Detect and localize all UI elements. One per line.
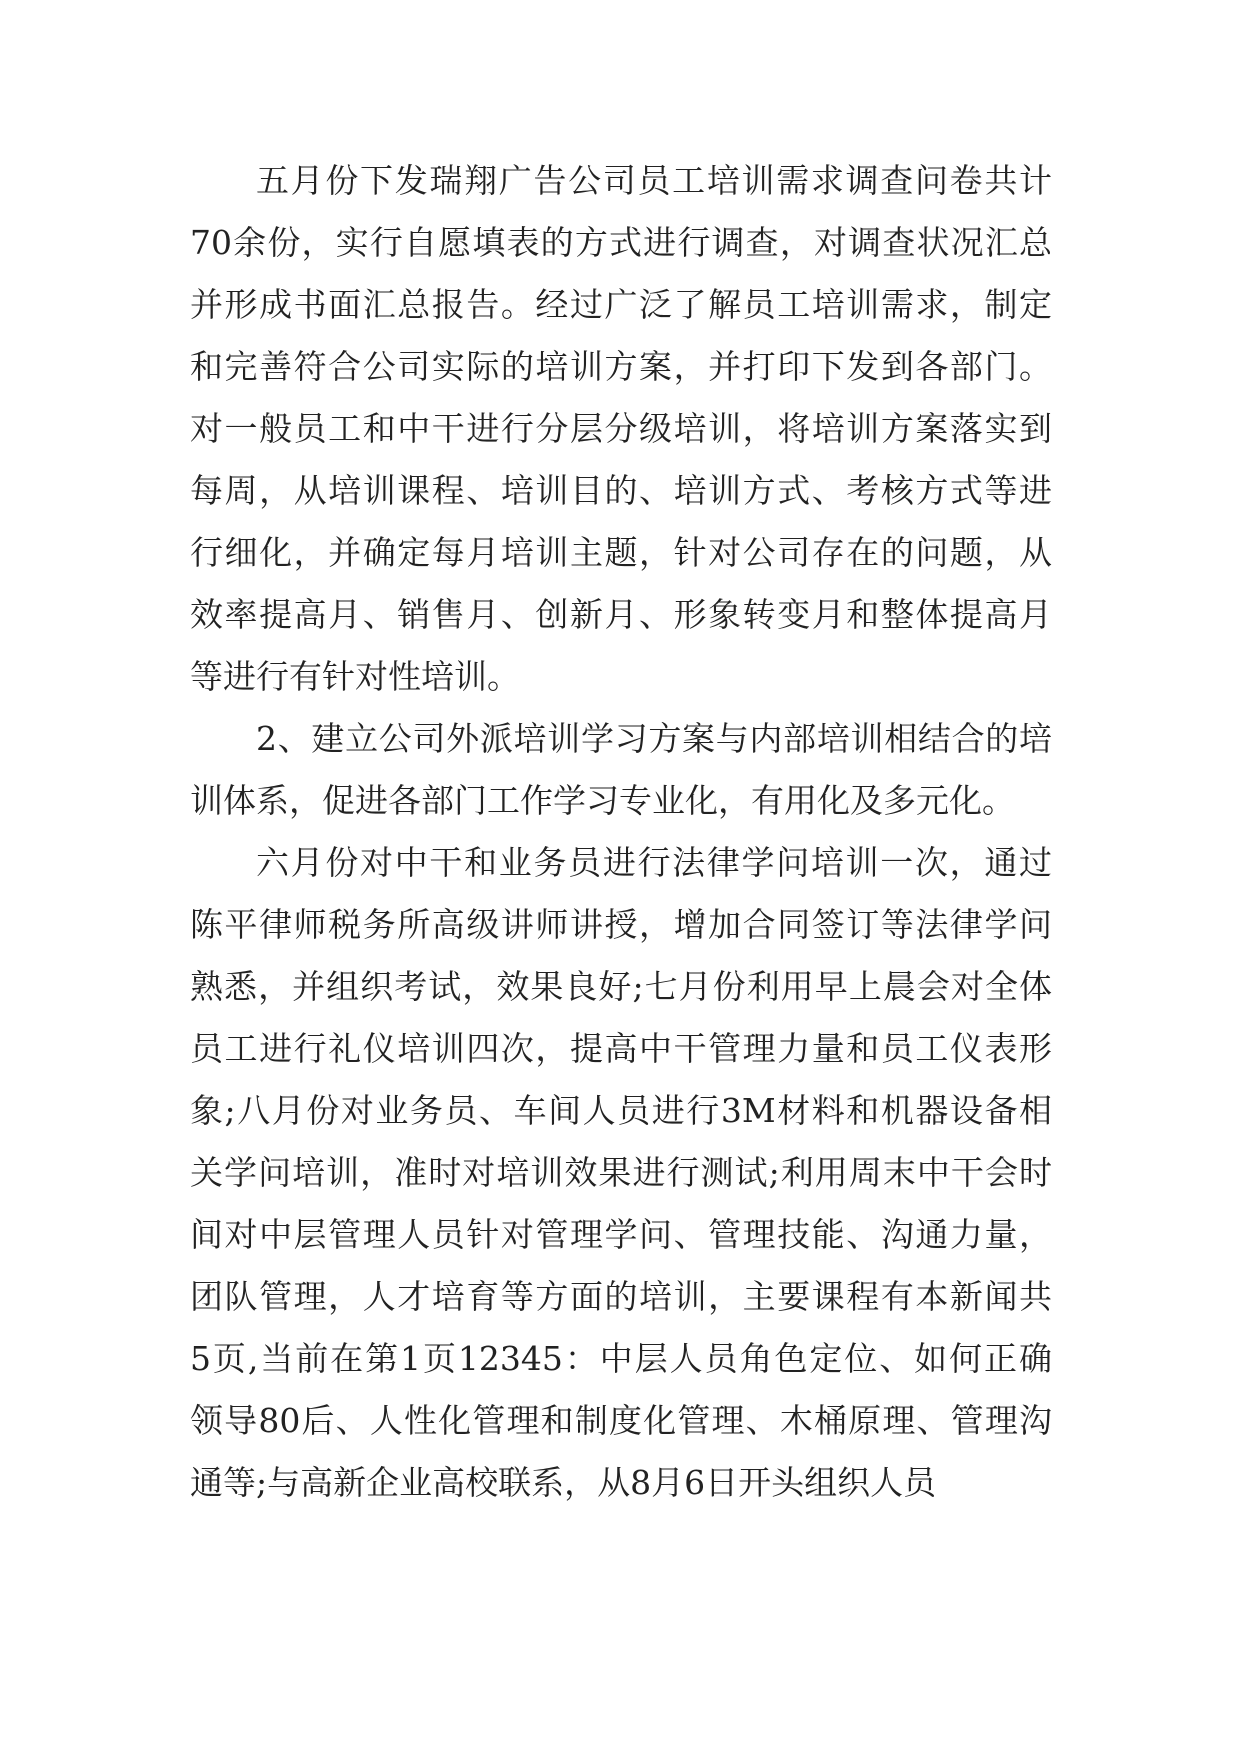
text-line: 象;八月份对业务员、车间人员进行3M材料和机器设备相 [190, 1091, 1052, 1130]
text-line: 员工进行礼仪培训四次，提高中干管理力量和员工仪表形 [190, 1029, 1052, 1068]
text-line: 并形成书面汇总报告。经过广泛了解员工培训需求，制定 [190, 285, 1052, 324]
text-line: 领导80后、人性化管理和制度化管理、木桶原理、管理沟 [190, 1401, 1052, 1440]
text-line: 熟悉，并组织考试，效果良好;七月份利用早上晨会对全体 [190, 967, 1052, 1006]
text-line: 陈平律师税务所高级讲师讲授，增加合同签订等法律学问 [190, 905, 1052, 944]
text-line: 间对中层管理人员针对管理学问、管理技能、沟通力量， [190, 1215, 1052, 1254]
text-line: 团队管理，人才培育等方面的培训，主要课程有本新闻共 [190, 1277, 1052, 1316]
document-body [190, 150, 1052, 1514]
text-line: 六月份对中干和业务员进行法律学问培训一次，通过 [256, 843, 1052, 882]
text-line: 等进行有针对性培训。 [190, 657, 520, 696]
text-line: 五月份下发瑞翔广告公司员工培训需求调查问卷共计 [256, 161, 1052, 200]
text-line: 通等;与高新企业高校联系，从8月6日开头组织人员 [190, 1463, 937, 1502]
text-line: 训体系，促进各部门工作学习专业化，有用化及多元化。 [190, 781, 1015, 820]
text-line: 关学问培训，准时对培训效果进行测试;利用周末中干会时 [190, 1153, 1052, 1192]
paragraph-training-system [190, 708, 1052, 832]
text-line: 对一般员工和中干进行分层分级培训，将培训方案落实到 [190, 409, 1052, 448]
text-line: 效率提高月、销售月、创新月、形象转变月和整体提高月 [190, 595, 1052, 634]
paragraph-training-activities [190, 832, 1052, 1514]
text-line: 5页,当前在第1页12345：中层人员角色定位、如何正确 [190, 1339, 1052, 1378]
text-line: 2、建立公司外派培训学习方案与内部培训相结合的培 [256, 719, 1052, 758]
text-line: 和完善符合公司实际的培训方案，并打印下发到各部门。 [190, 347, 1052, 386]
text-line: 行细化，并确定每月培训主题，针对公司存在的问题，从 [190, 533, 1052, 572]
text-line: 每周，从培训课程、培训目的、培训方式、考核方式等进 [190, 471, 1052, 510]
paragraph-training-survey [190, 150, 1052, 708]
text-line: 70余份，实行自愿填表的方式进行调查，对调查状况汇总 [190, 223, 1052, 262]
